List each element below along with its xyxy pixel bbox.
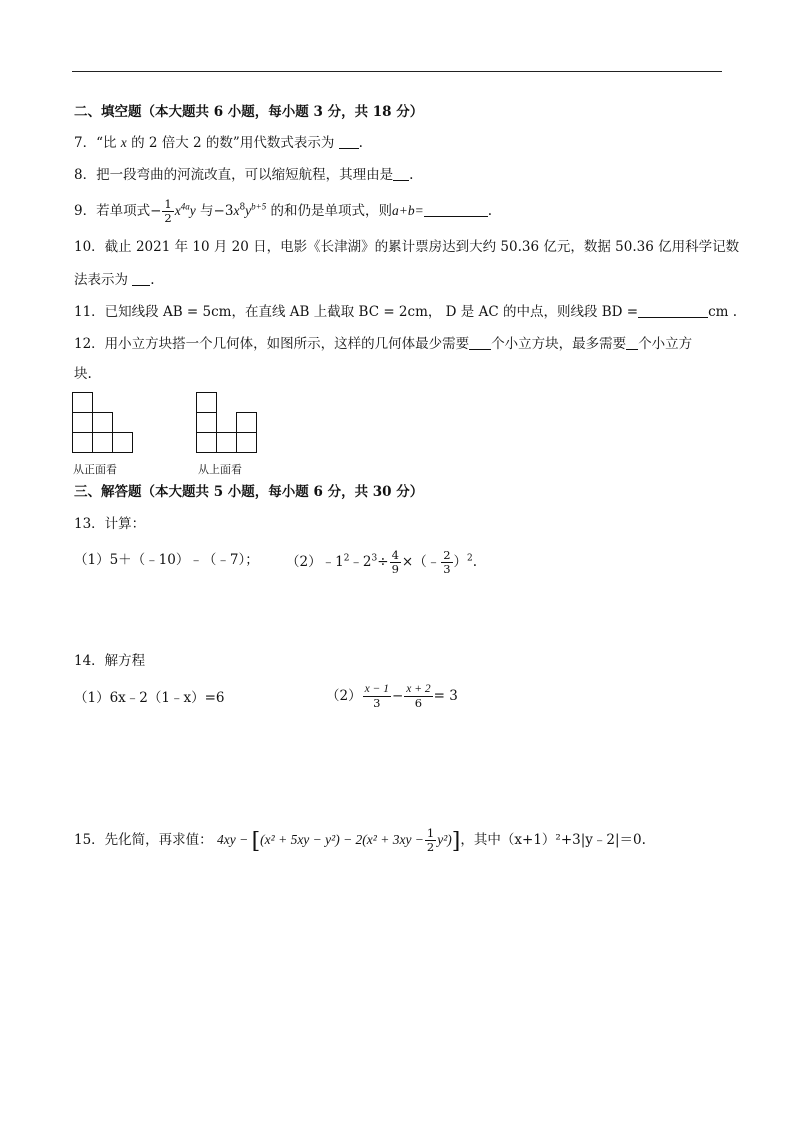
question-12-line2: 块. — [74, 366, 92, 382]
question-13-title: 13．计算： — [74, 516, 146, 532]
top-rule — [72, 71, 722, 72]
question-15: 15．先化简，再求值： 4xy − [(x² + 5xy − y²) − 2(x² + 3xy − $\frac{1}{2}$ y²)]，其中（x+1）²+3|y﹣2|＝0. — [74, 826, 646, 855]
question-14-part1: （1）6x﹣2（1﹣x）=6 — [74, 690, 225, 706]
question-10-line1: 10．截止 2021 年 10 月 20 日，电影《长津湖》的累计票房达到大约 50.36 亿元，数据 50.36 亿用科学记数 — [74, 239, 740, 255]
answer-blank[interactable] — [469, 337, 491, 350]
fraction: $\frac{1}{2}$ — [164, 197, 172, 226]
fraction: $\frac{x - 1}{3}$ — [364, 683, 389, 711]
answer-blank[interactable] — [393, 168, 409, 181]
question-12: 12．用小立方块搭一个几何体，如图所示，这样的几何体最少需要 个小立方块，最多需要 个小立方 — [74, 336, 693, 352]
front-view-label: 从正面看 — [73, 463, 117, 476]
fraction: $\frac{2}{3}$ — [443, 548, 451, 577]
question-7: 7．“比 x 的 2 倍大 2 的数”用代数式表示为 . — [74, 135, 363, 151]
answer-blank[interactable] — [424, 204, 488, 217]
fraction: $\frac{x + 2}{6}$ — [406, 683, 431, 711]
question-11: 11．已知线段 AB = 5cm，在直线 AB 上截取 BC = 2cm， D 是 AC 的中点，则线段 BD = cm . — [74, 304, 738, 320]
answer-blank[interactable] — [339, 136, 359, 149]
section2-title: 二、填空题（本大题共 6 小题，每小题 3 分，共 18 分） — [74, 104, 424, 120]
question-14-part2: （2） $\frac{x - 1}{3}$ − $\frac{x + 2}{6}$ = 3 — [326, 683, 458, 711]
answer-blank[interactable] — [638, 305, 708, 318]
question-9: 9．若单项式− $\frac{1}{2}$ $x^{4a}y$ 与$-3x^8y^{b+5}$ 的和仍是单项式，则a+b= . — [74, 197, 493, 226]
question-13-part2: $(2)﹣1^2﹣2^3\div$ $\frac{4}{9}$ ×（﹣ $\frac{2}{3}$ ）$^2$. — [286, 548, 478, 577]
answer-blank[interactable] — [132, 273, 150, 286]
section3-title: 三、解答题（本大题共 5 小题，每小题 6 分，共 30 分） — [74, 484, 424, 500]
question-10-line2: 法表示为 . — [74, 272, 155, 288]
question-13-part1: （1）5＋（﹣10）﹣（﹣7）； — [74, 552, 259, 568]
top-view-label: 从上面看 — [198, 463, 242, 476]
question-14-title: 14．解方程 — [74, 653, 146, 669]
fraction: $\frac{4}{9}$ — [391, 548, 399, 577]
question-8: 8．把一段弯曲的河流改直，可以缩短航程，其理由是 . — [74, 167, 414, 183]
answer-blank[interactable] — [626, 337, 638, 350]
fraction: $\frac{1}{2}$ — [426, 826, 435, 855]
